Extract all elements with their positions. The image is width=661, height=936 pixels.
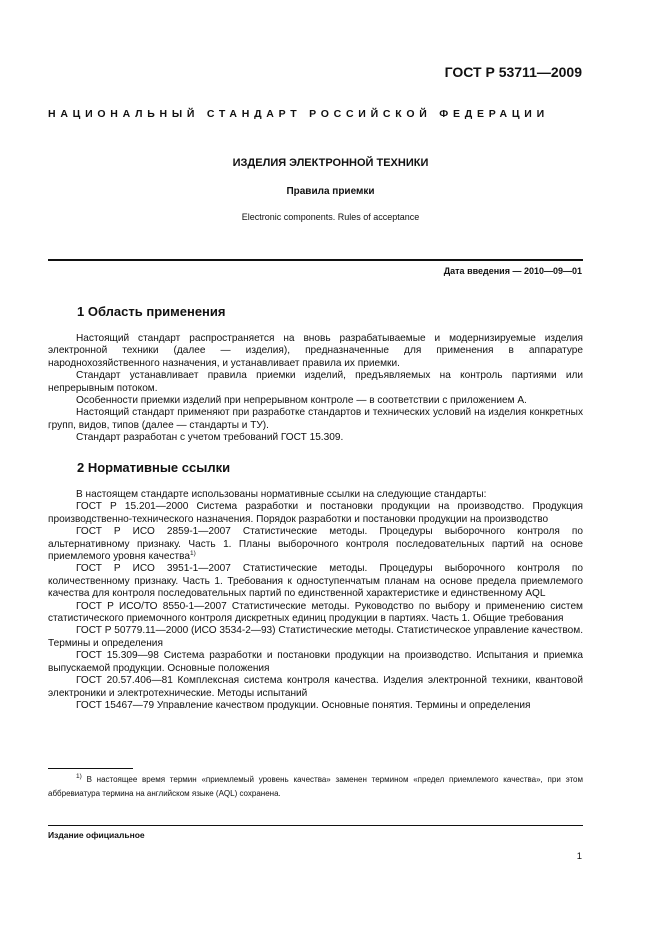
reference-item: ГОСТ 15.309—98 Система разработки и постановки продукции на производство. Испытания и приемка выпускаемой продукции. Основные положения	[48, 650, 583, 674]
footnote-marker: 1)	[76, 773, 82, 780]
paragraph: Стандарт устанавливает правила приемки изделий, предъявляемых на контроль партиями или непрерывным потоком.	[48, 370, 583, 394]
footnote	[48, 773, 583, 800]
document-number: ГОСТ Р 53711—2009	[444, 64, 582, 80]
section-2-body	[48, 489, 583, 712]
reference-item: ГОСТ Р ИСО 3951-1—2007 Статистические методы. Процедуры выборочного контроля по количественному признаку. Часть 1. Требования к одноступенчатым планам на основе предела приемлемого качества для контроля последовательных партий по единственной характеристике и единственному AQL	[48, 563, 583, 600]
edition-label: Издание официальное	[48, 830, 145, 840]
reference-item: ГОСТ Р ИСО/ТО 8550-1—2007 Статистические методы. Руководство по выбору и применению систем статистического приемочного контроля дискретных единиц продукции в партиях. Часть 1. Общие требования	[48, 600, 583, 625]
reference-item: ГОСТ 20.57.406—81 Комплексная система контроля качества. Изделия электронной техники, квантовой электроники и электротехнические. Методы испытаний	[48, 675, 583, 699]
page-number: 1	[576, 851, 582, 862]
footer-divider	[48, 825, 583, 826]
paragraph: В настоящем стандарте использованы нормативные ссылки на следующие стандарты:	[76, 489, 487, 500]
document-title: ИЗДЕЛИЯ ЭЛЕКТРОННОЙ ТЕХНИКИ	[232, 157, 429, 169]
document-subtitle: Правила приемки	[286, 186, 375, 197]
section-1-heading: 1 Область применения	[77, 304, 226, 319]
reference-item: ГОСТ Р 15.201—2000 Система разработки и постановки продукции на производство. Продукция производственно-технического назначения. Порядок разработки и постановки продукции на производство	[48, 501, 583, 525]
footnote-paragraph	[48, 773, 583, 800]
footnote-divider	[48, 768, 133, 769]
reference-item	[48, 526, 583, 563]
section-1-body	[48, 333, 583, 445]
introduction-date: Дата введения — 2010—09—01	[443, 266, 582, 276]
paragraph: Настоящий стандарт распространяется на вновь разрабатываемые и модернизируемые изделия электронной техники (далее — изделия), предназначенные для применения в аппаратуре народнохозяйственного назначения, и устанавливает правила их приемки.	[48, 333, 583, 369]
header-divider	[48, 259, 583, 261]
reference-text: ГОСТ Р ИСО 2859-1—2007 Статистические методы. Процедуры выборочного контроля по альтернативному признаку. Часть 1. Планы выборочного контроля последовательных партий на основе приемлемого уровня качества	[48, 526, 583, 563]
footnote-text: В настоящее время термин «приемлемый уровень качества» заменен термином «предел приемлемого качества», при этом аббревиатура термина на английском языке (AQL) сохранена.	[48, 775, 583, 798]
reference-item: ГОСТ Р 50779.11—2000 (ИСО 3534-2—93) Статистические методы. Статистическое управление качеством. Термины и определения	[48, 625, 583, 649]
english-title: Electronic components. Rules of acceptance	[241, 212, 420, 222]
national-standard-title: НАЦИОНАЛЬНЫЙ СТАНДАРТ РОССИЙСКОЙ ФЕДЕРАЦИИ	[48, 108, 549, 120]
footnote-marker: 1)	[190, 550, 196, 558]
section-2-heading: 2 Нормативные ссылки	[77, 460, 231, 475]
paragraph: Настоящий стандарт применяют при разработке стандартов и технических условий на изделия конкретных групп, видов, типов (далее — стандарты и ТУ).	[48, 407, 583, 431]
paragraph: Особенности приемки изделий при непрерывном контроле — в соответствии с приложением А.	[76, 395, 527, 407]
reference-item: ГОСТ 15467—79 Управление качеством продукции. Основные понятия. Термины и определения	[76, 699, 531, 711]
paragraph: Стандарт разработан с учетом требований ГОСТ 15.309.	[76, 432, 344, 444]
